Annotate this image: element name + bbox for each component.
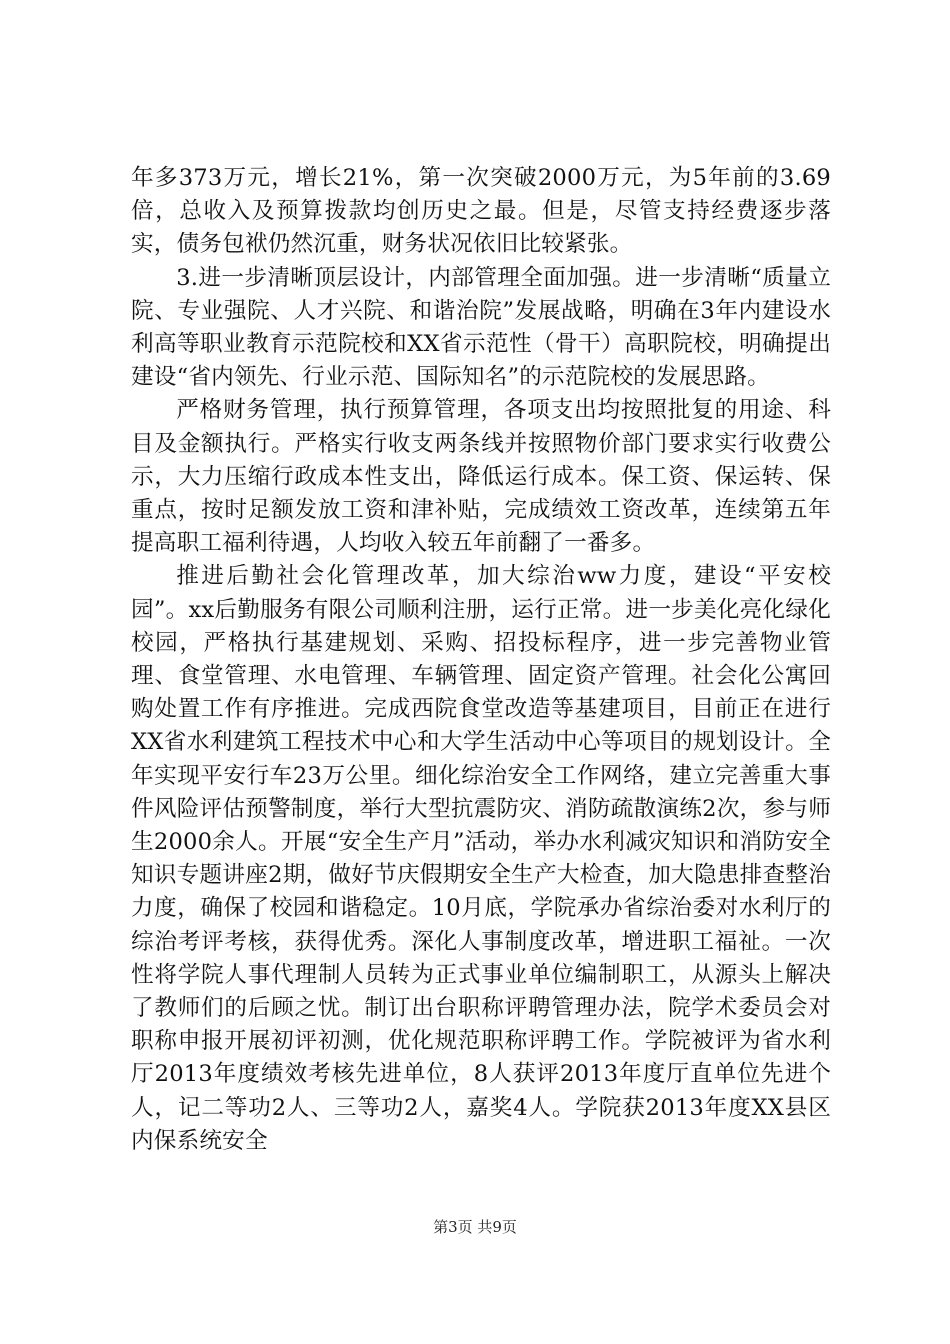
paragraph-3: 严格财务管理，执行预算管理，各项支出均按照批复的用途、科目及金额执行。严格实行收支两条线并按照物价部门要求实行收费公示，大力压缩行政成本性支出，降低运行成本。保工资、保运转、保重点，按时足额发放工资和津补贴，完成绩效工资改革，连续第五年提高职工福利待遇，人均收入较五年前翻了一番多。 [131, 397, 831, 557]
document-body [131, 162, 831, 1158]
page-number-footer: 第3页 共9页 [433, 1218, 517, 1236]
paragraph-4: 推进后勤社会化管理改革，加大综治ww力度，建设“平安校园”。xx后勤服务有限公司顺利注册，运行正常。进一步美化亮化绿化校园，严格执行基建规划、采购、招投标程序，进一步完善物业管理、食堂管理、水电管理、车辆管理、固定资产管理。社会化公寓回购处置工作有序推进。完成西院食堂改造等基建项目，目前正在进行XX省水利建筑工程技术中心和大学生活动中心等项目的规划设计。全年实现平安行车23万公里。细化综治安全工作网络，建立完善重大事件风险评估预警制度，举行大型抗震防灾、消防疏散演练2次，参与师生2000余人。开展“安全生产月”活动，举办水利减灾知识和消防安全知识专题讲座2期，做好节庆假期安全生产大检查，加大隐患排查整治力度，确保了校园和谐稳定。10月底，学院承办省综治委对水利厅的综治考评考核，获得优秀。深化人事制度改革，增进职工福祉。一次性将学院人事代理制人员转为正式事业单位编制职工，从源头上解决了教师们的后顾之忧。制订出台职称评聘管理办法，院学术委员会对职称申报开展初评初测，优化规范职称评聘工作。学院被评为省水利厅2013年度绩效考核先进单位，8人获评2013年度厅直单位先进个人，记二等功2人、三等功2人，嘉奖4人。学院获2013年度XX县区内保系统安全 [131, 563, 831, 1154]
paragraph-1: 年多373万元，增长21%，第一次突破2000万元，为5年前的3.69倍，总收入及预算拨款均创历史之最。但是，尽管支持经费逐步落实，债务包袱仍然沉重，财务状况依旧比较紧张。 [131, 165, 831, 258]
paragraph-2: 3.进一步清晰顶层设计，内部管理全面加强。进一步清晰“质量立院、专业强院、人才兴院、和谐治院”发展战略，明确在3年内建设水利高等职业教育示范院校和XX省示范性（骨干）高职院校，明确提出建设“省内领先、行业示范、国际知名”的示范院校的发展思路。 [131, 264, 831, 391]
